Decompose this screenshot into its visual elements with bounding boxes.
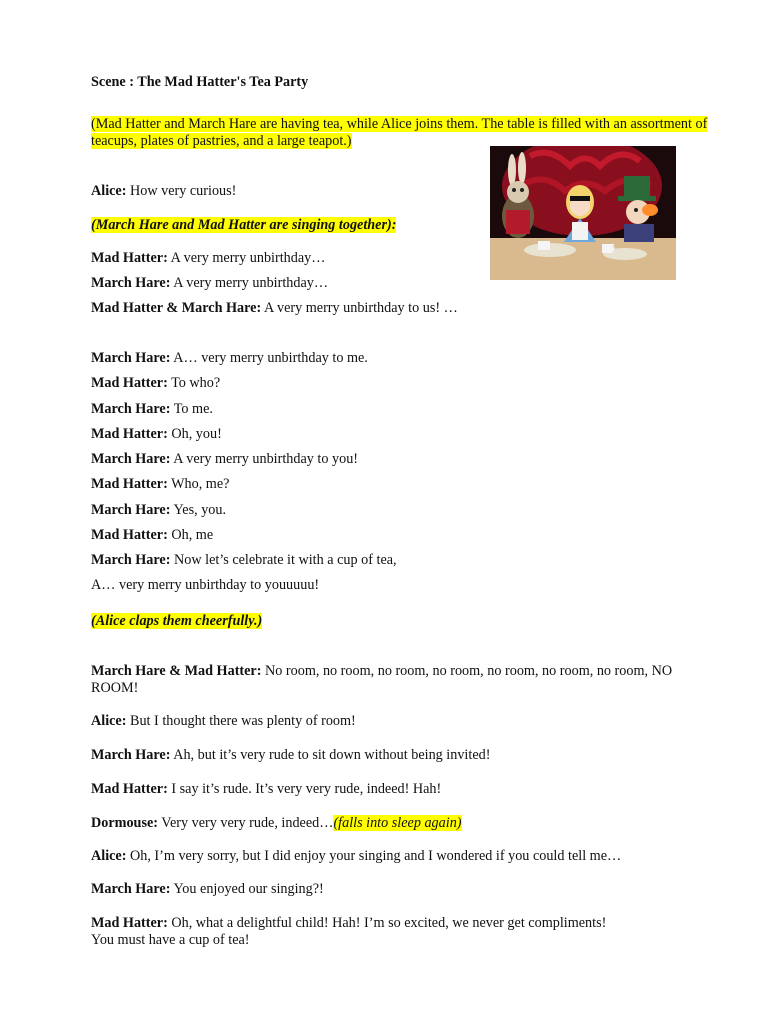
line-text: I say it’s rude. It’s very very rude, indeed! Hah! [167, 781, 442, 797]
speaker-name: March Hare: [91, 747, 171, 763]
intro-stage-direction [91, 116, 711, 150]
dialogue-line [91, 527, 213, 544]
line-text: A… very merry unbirthday to me. [170, 350, 368, 366]
dialogue-line [91, 250, 325, 267]
dialogue-line [91, 451, 358, 468]
speaker-name: Mad Hatter: [91, 915, 168, 931]
line-text: A very merry unbirthday to you! [170, 451, 359, 467]
speaker-name: Mad Hatter: [91, 426, 168, 442]
song-end-line: A… very merry unbirthday to youuuuu! [91, 577, 320, 593]
speaker-name: Mad Hatter: [91, 781, 168, 797]
line-text: But I thought there was plenty of room! [126, 713, 356, 729]
claps-direction-text: (Alice claps them cheerfully.) [91, 613, 263, 629]
line-text: How very curious! [126, 183, 237, 199]
dialogue-line [91, 502, 226, 519]
dialogue-line [91, 401, 213, 418]
speaker-name: Alice: [91, 848, 127, 864]
scene-title: Scene : The Mad Hatter's Tea Party [91, 74, 309, 90]
intro-direction-text: (Mad Hatter and March Hare are having tea, while Alice joins them. The table is filled with an assortment of teacups, plates of pastries, and a large teapot.) [91, 116, 708, 149]
speaker-name: March Hare: [91, 401, 171, 417]
dialogue-line [91, 815, 462, 832]
dialogue-line [91, 915, 606, 932]
dialogue-line [91, 781, 441, 798]
dialogue-line [91, 476, 229, 493]
line-text: Yes, you. [170, 502, 227, 518]
dialogue-line [91, 663, 711, 697]
line-text: To me. [170, 401, 213, 417]
speaker-name: Dormouse: [91, 815, 158, 831]
line-text: To who? [167, 375, 221, 391]
speaker-name: Mad Hatter: [91, 527, 168, 543]
dialogue-line [91, 848, 621, 865]
speaker-name: Mad Hatter: [91, 375, 168, 391]
line-text: No room, no room, no room, no room, no room, no room, no room, NO ROOM! [91, 663, 673, 696]
speaker-name: Mad Hatter & March Hare: [91, 300, 262, 316]
tea-party-illustration [490, 146, 676, 280]
line-text: A very merry unbirthday… [170, 275, 329, 291]
dialogue-line [91, 426, 222, 443]
speaker-name: March Hare & Mad Hatter: [91, 663, 262, 679]
speaker-name: Mad Hatter: [91, 250, 168, 266]
speaker-name: March Hare: [91, 350, 171, 366]
line-text: Very very very rude, indeed… [157, 815, 334, 831]
line-text: Who, me? [167, 476, 230, 492]
line-text: Oh, you! [167, 426, 222, 442]
dialogue-line-continued: You must have a cup of tea! [91, 932, 250, 948]
dialogue-line [91, 552, 397, 569]
line-text: Oh, me [167, 527, 214, 543]
claps-stage-direction [91, 613, 262, 630]
line-text: Oh, I’m very sorry, but I did enjoy your singing and I wondered if you could tell me… [126, 848, 622, 864]
dialogue-line [91, 375, 220, 392]
speaker-name: March Hare: [91, 502, 171, 518]
dialogue-line [91, 350, 368, 367]
speaker-name: March Hare: [91, 451, 171, 467]
line-text: A very merry unbirthday to us! … [261, 300, 458, 316]
dialogue-line [91, 183, 236, 200]
line-text: Ah, but it’s very rude to sit down without being invited! [170, 747, 491, 763]
dialogue-line [91, 881, 324, 898]
dialogue-line [91, 747, 490, 764]
dialogue-line [91, 713, 356, 730]
dialogue-line [91, 275, 328, 292]
line-text: Now let’s celebrate it with a cup of tea, [170, 552, 397, 568]
speaker-name: March Hare: [91, 552, 171, 568]
line-text: A very merry unbirthday… [167, 250, 326, 266]
singing-direction-text: (March Hare and Mad Hatter are singing together): [91, 217, 397, 233]
line-text: Oh, what a delightful child! Hah! I’m so excited, we never get compliments! [167, 915, 607, 931]
inline-stage-direction: (falls into sleep again) [333, 815, 462, 831]
speaker-name: Alice: [91, 713, 127, 729]
speaker-name: Mad Hatter: [91, 476, 168, 492]
speaker-name: March Hare: [91, 881, 171, 897]
singing-stage-direction [91, 217, 396, 234]
dialogue-line [91, 300, 458, 317]
speaker-name: Alice: [91, 183, 127, 199]
line-text: You enjoyed our singing?! [170, 881, 324, 897]
speaker-name: March Hare: [91, 275, 171, 291]
